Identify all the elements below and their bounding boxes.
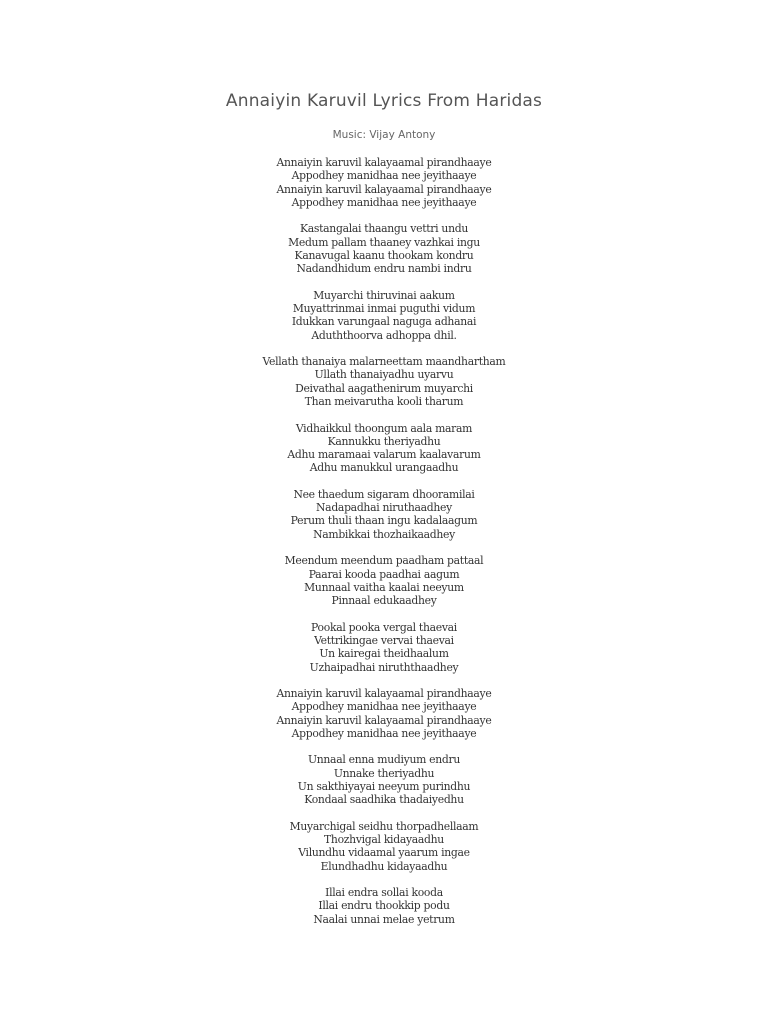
lyric-line: Naalai unnai melae yetrum <box>313 912 455 926</box>
lyric-line: Aduththoorva adhoppa dhil. <box>311 328 457 342</box>
lyrics-stanza <box>0 820 768 873</box>
lyric-line: Vellath thanaiya malarneettam maandhartham <box>262 355 506 369</box>
lyric-line: Illai endra sollai kooda <box>325 886 443 900</box>
lyric-line: Meendum meendum paadham pattaal <box>284 554 484 568</box>
lyric-line: Annaiyin karuvil kalayaamal pirandhaaye <box>276 713 492 727</box>
lyric-line: Unnaal enna mudiyum endru <box>307 753 461 767</box>
lyric-line: Kannukku theriyadhu <box>327 434 441 448</box>
lyric-line: Muyarchi thiruvinai aakum <box>313 288 455 302</box>
lyric-line: Unnake theriyadhu <box>333 766 435 780</box>
lyrics-stanza <box>0 687 768 740</box>
lyric-line: Annaiyin karuvil kalayaamal pirandhaaye <box>276 156 492 169</box>
lyric-line: Un sakthiyayai neeyum purindhu <box>297 779 471 793</box>
lyric-line: Nee thaedum sigaram dhooramilai <box>293 487 475 501</box>
lyrics-body <box>0 156 768 939</box>
lyric-line: Ullath thanaiyadhu uyarvu <box>314 368 454 382</box>
lyrics-stanza <box>0 488 768 541</box>
lyrics-stanza <box>0 554 768 607</box>
lyrics-stanza <box>0 422 768 475</box>
lyric-line: Annaiyin karuvil kalayaamal pirandhaaye <box>276 687 492 700</box>
lyric-line: Kastangalai thaangu vettri undu <box>299 222 468 236</box>
lyric-line: Vidhaikkul thoongum aala maram <box>295 421 473 435</box>
lyric-line: Adhu manukkul urangaadhu <box>309 461 459 475</box>
lyric-line: Idukkan varungaal naguga adhanai <box>291 315 477 329</box>
lyric-line: Munnaal vaitha kaalai neeyum <box>304 580 464 594</box>
lyric-line: Muyarchigal seidhu thorpadhellaam <box>289 819 479 833</box>
lyric-line: Elundhadhu kidayaadhu <box>320 859 448 873</box>
lyric-line: Kanavugal kaanu thookam kondru <box>294 248 474 262</box>
lyrics-stanza <box>0 886 768 926</box>
lyric-line: Nambikkai thozhaikaadhey <box>313 527 455 541</box>
lyric-line: Thozhvigal kidayaadhu <box>324 833 444 847</box>
lyric-line: Appodhey manidhaa nee jeyithaaye <box>291 726 477 740</box>
document-title: Annaiyin Karuvil Lyrics From Haridas <box>225 91 543 111</box>
lyric-line: Illai endru thookkip podu <box>318 899 450 913</box>
lyric-line: Nadapadhai niruthaadhey <box>316 501 452 515</box>
lyric-line: Nadandhidum endru nambi indru <box>296 262 472 276</box>
lyric-line: Pookal pooka vergal thaevai <box>311 620 457 634</box>
lyrics-stanza <box>0 621 768 674</box>
lyric-line: Kondaal saadhika thadaiyedhu <box>304 793 464 807</box>
lyric-line: Uzhaipadhai niruththaadhey <box>309 660 459 674</box>
lyric-line: Muyattrinmai inmai puguthi vidum <box>292 302 476 316</box>
lyric-line: Paarai kooda paadhai aagum <box>308 567 460 581</box>
lyric-line: Un kairegai theidhaalum <box>319 647 449 661</box>
lyric-line: Deivathal aagathenirum muyarchi <box>295 381 473 395</box>
lyrics-stanza <box>0 289 768 342</box>
lyric-line: Annaiyin karuvil kalayaamal pirandhaaye <box>276 182 492 196</box>
lyric-line: Appodhey manidhaa nee jeyithaaye <box>291 169 477 183</box>
music-credit: Music: Vijay Antony <box>332 129 436 141</box>
lyrics-stanza <box>0 753 768 806</box>
lyric-line: Than meivarutha kooli tharum <box>304 395 464 409</box>
lyric-line: Vilundhu vidaamal yaarum ingae <box>298 846 470 860</box>
lyric-line: Adhu maramaai valarum kaalavarum <box>287 448 481 462</box>
lyrics-stanza <box>0 222 768 275</box>
lyric-line: Medum pallam thaaney vazhkai ingu <box>288 235 480 249</box>
lyric-line: Pinnaal edukaadhey <box>331 594 437 608</box>
lyric-line: Perum thuli thaan ingu kadalaagum <box>290 514 478 528</box>
lyric-line: Appodhey manidhaa nee jeyithaaye <box>291 700 477 714</box>
lyric-line: Appodhey manidhaa nee jeyithaaye <box>291 195 477 209</box>
lyrics-stanza <box>0 156 768 209</box>
lyrics-stanza <box>0 355 768 408</box>
lyric-line: Vettrikingae vervai thaevai <box>314 633 454 647</box>
